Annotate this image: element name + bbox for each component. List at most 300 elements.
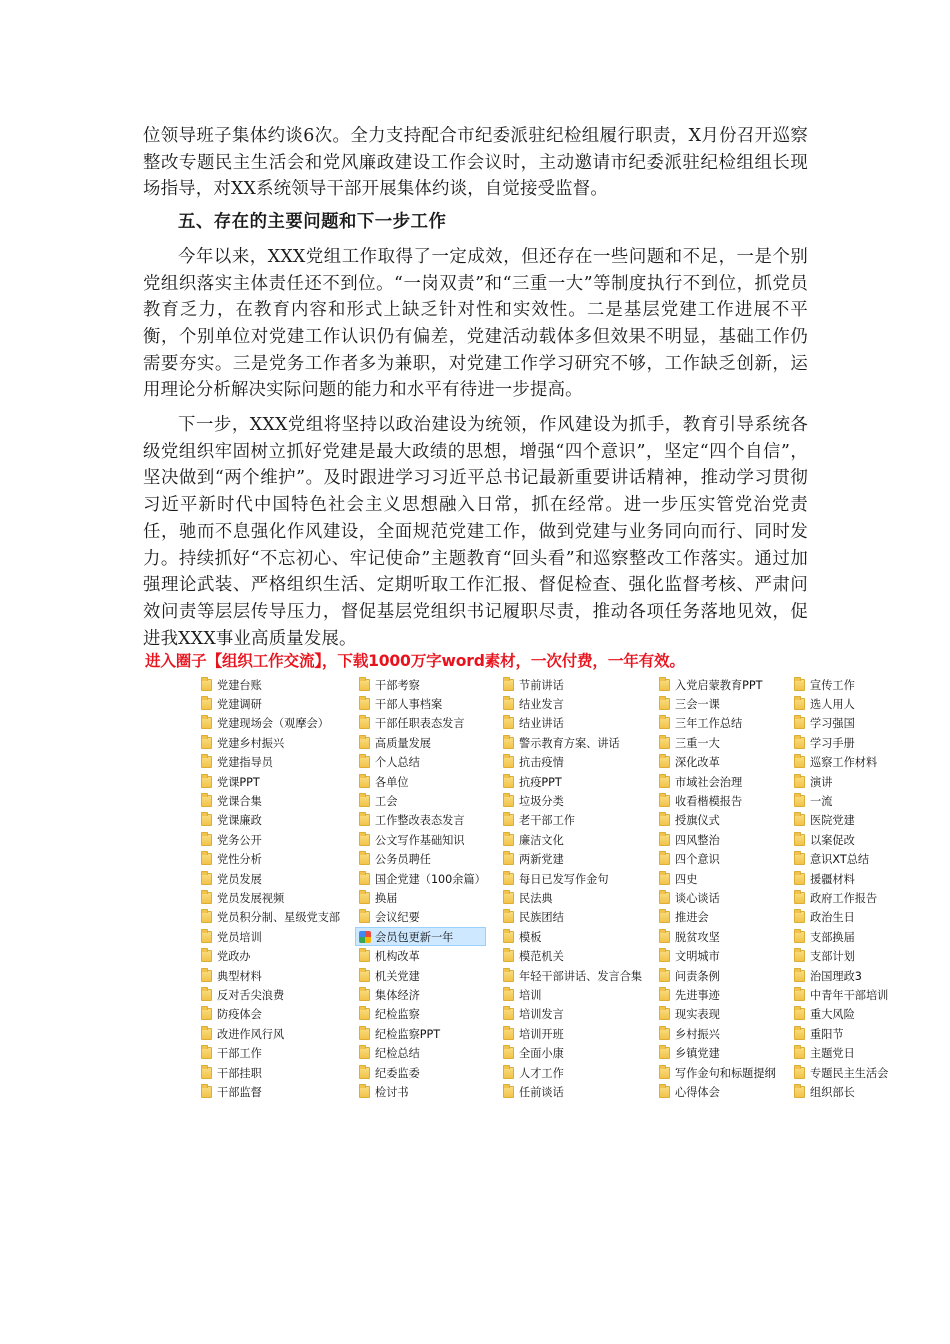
folder-icon <box>659 853 670 865</box>
folder-label: 政治生日 <box>810 911 855 925</box>
folder-item[interactable] <box>201 830 340 849</box>
folder-label: 授旗仪式 <box>675 814 720 828</box>
folder-icon <box>659 698 670 710</box>
folder-item[interactable] <box>201 675 340 694</box>
paragraph-problems: 今年以来，XXX党组工作取得了一定成效，但还存在一些问题和不足，一是个别党组织落实主体责任还不到位。“一岗双责”和“三重一大”等制度执行不到位，抓党员教育乏力，在教育内容和形式上缺乏针对性和实效性。二是基层党建工作进展不平衡，个别单位对党建工作认识仍有偏差，党建活动载体多但效果不明显，基础工作仍需要夯实。三是党务工作者多为兼职，对党建工作学习研究不够，工作缺乏创新，运用理论分析解决实际问题的能力和水平有待进一步提高。 <box>143 246 808 401</box>
folder-item[interactable] <box>359 675 486 694</box>
folder-icon <box>794 1047 805 1059</box>
folder-icon <box>659 873 670 885</box>
folder-label: 干部考察 <box>375 678 420 692</box>
folder-label: 一流 <box>810 795 833 809</box>
folder-icon <box>503 756 514 768</box>
folder-item[interactable] <box>359 714 486 733</box>
folder-item[interactable] <box>201 694 340 713</box>
folder-icon <box>201 931 212 943</box>
folder-column-4 <box>659 675 776 1102</box>
folder-label: 会员包更新一年 <box>375 930 454 944</box>
folder-item[interactable] <box>359 888 486 907</box>
folder-label: 结业讲话 <box>519 717 564 731</box>
folder-item[interactable] <box>201 908 340 927</box>
folder-icon <box>794 1067 805 1079</box>
folder-item[interactable] <box>201 1063 340 1082</box>
folder-item[interactable] <box>503 927 642 946</box>
folder-item[interactable] <box>201 869 340 888</box>
folder-label: 节前讲话 <box>519 678 564 692</box>
folder-icon <box>201 950 212 962</box>
folder-label: 治国理政3 <box>810 969 862 983</box>
folder-label: 机关党建 <box>375 969 420 983</box>
folder-icon <box>359 1067 370 1079</box>
folder-icon <box>659 717 670 729</box>
folder-icon <box>201 679 212 691</box>
folder-item[interactable] <box>794 811 888 830</box>
folder-label: 干部工作 <box>217 1047 262 1061</box>
folder-column-3 <box>503 675 642 1102</box>
folder-icon <box>201 1086 212 1098</box>
folder-item[interactable] <box>359 1063 486 1082</box>
folder-item[interactable] <box>659 888 776 907</box>
folder-icon <box>659 1047 670 1059</box>
folder-item[interactable] <box>659 830 776 849</box>
folder-label: 乡镇党建 <box>675 1047 720 1061</box>
folder-label: 干部人事档案 <box>375 698 443 712</box>
folder-icon <box>503 1008 514 1020</box>
folder-icon <box>359 776 370 788</box>
folder-label: 问责条例 <box>675 969 720 983</box>
folder-item[interactable] <box>503 869 642 888</box>
folder-item[interactable] <box>659 811 776 830</box>
folder-label: 警示教育方案、讲话 <box>519 736 620 750</box>
folder-label: 乡村振兴 <box>675 1027 720 1041</box>
folder-label: 纪检监察 <box>375 1008 420 1022</box>
folder-item[interactable] <box>359 966 486 985</box>
folder-item[interactable] <box>503 694 642 713</box>
folder-label: 现实表现 <box>675 1008 720 1022</box>
folder-label: 重大风险 <box>810 1008 855 1022</box>
folder-icon <box>201 834 212 846</box>
folder-item[interactable] <box>359 753 486 772</box>
folder-label: 培训开班 <box>519 1027 564 1041</box>
folder-item[interactable] <box>201 1024 340 1043</box>
folder-item[interactable] <box>794 772 888 791</box>
folder-item[interactable] <box>659 908 776 927</box>
folder-label: 工作整改表态发言 <box>375 814 465 828</box>
folder-icon <box>503 776 514 788</box>
folder-label: 支部换届 <box>810 930 855 944</box>
app-icon <box>359 931 371 943</box>
folder-item[interactable] <box>794 888 888 907</box>
folder-label: 抗疫PPT <box>519 775 562 789</box>
folder-item[interactable] <box>794 830 888 849</box>
folder-label: 党建台账 <box>217 678 262 692</box>
folder-icon <box>794 911 805 923</box>
folder-icon <box>659 756 670 768</box>
folder-label: 党课廉政 <box>217 814 262 828</box>
folder-item[interactable] <box>659 1063 776 1082</box>
paragraph-continuation: 位领导班子集体约谈6次。全力支持配合市纪委派驻纪检组履行职责，X月份召开巡察整改专题民主生活会和党风廉政建设工作会议时，主动邀请市纪委派驻纪检组组长现场指导，对XX系统领导干部开展集体约谈，自觉接受监督。 <box>143 126 808 200</box>
folder-icon <box>503 931 514 943</box>
folder-item[interactable] <box>794 1005 888 1024</box>
folder-label: 干部任职表态发言 <box>375 717 465 731</box>
folder-label: 工会 <box>375 795 398 809</box>
folder-label: 支部计划 <box>810 950 855 964</box>
folder-icon <box>503 853 514 865</box>
folder-label: 纪委监委 <box>375 1066 420 1080</box>
folder-item[interactable] <box>659 733 776 752</box>
folder-icon <box>794 814 805 826</box>
folder-label: 重阳节 <box>810 1027 844 1041</box>
folder-label: 党建调研 <box>217 698 262 712</box>
folder-item[interactable] <box>359 733 486 752</box>
folder-icon <box>359 1028 370 1040</box>
folder-item[interactable] <box>359 1005 486 1024</box>
folder-item[interactable] <box>794 733 888 752</box>
folder-item[interactable] <box>659 1043 776 1062</box>
folder-item[interactable] <box>659 946 776 965</box>
folder-label: 中青年干部培训 <box>810 988 889 1002</box>
folder-icon <box>659 795 670 807</box>
folder-item[interactable] <box>659 1005 776 1024</box>
folder-icon <box>359 989 370 1001</box>
folder-item[interactable] <box>359 772 486 791</box>
folder-item[interactable] <box>359 1043 486 1062</box>
folder-item[interactable] <box>794 869 888 888</box>
folder-label: 政府工作报告 <box>810 891 878 905</box>
folder-item[interactable] <box>201 1005 340 1024</box>
folder-label: 防疫体会 <box>217 1008 262 1022</box>
folder-icon <box>659 1008 670 1020</box>
folder-label: 民族团结 <box>519 911 564 925</box>
folder-label: 党务公开 <box>217 833 262 847</box>
folder-label: 四史 <box>675 872 698 886</box>
folder-icon <box>794 737 805 749</box>
folder-label: 党员培训 <box>217 930 262 944</box>
folder-label: 文明城市 <box>675 950 720 964</box>
folder-label: 任前谈话 <box>519 1085 564 1099</box>
folder-item[interactable] <box>794 694 888 713</box>
folder-item[interactable] <box>201 772 340 791</box>
folder-icon <box>659 970 670 982</box>
folder-item[interactable] <box>659 772 776 791</box>
folder-item[interactable] <box>794 714 888 733</box>
folder-item[interactable] <box>794 908 888 927</box>
folder-item[interactable] <box>794 1043 888 1062</box>
folder-item[interactable] <box>359 791 486 810</box>
folder-icon <box>659 931 670 943</box>
folder-label: 换届 <box>375 891 398 905</box>
folder-item[interactable] <box>794 1063 888 1082</box>
folder-icon <box>503 737 514 749</box>
folder-label: 个人总结 <box>375 756 420 770</box>
folder-icon <box>794 970 805 982</box>
folder-item[interactable] <box>201 733 340 752</box>
folder-label: 意识XT总结 <box>810 853 870 867</box>
folder-label: 改进作风行风 <box>217 1027 285 1041</box>
folder-item[interactable] <box>355 927 486 946</box>
folder-item[interactable] <box>659 1024 776 1043</box>
folder-icon <box>794 1008 805 1020</box>
folder-item[interactable] <box>503 1063 642 1082</box>
folder-icon <box>503 717 514 729</box>
folder-label: 巡察工作材料 <box>810 756 878 770</box>
folder-item[interactable] <box>503 1005 642 1024</box>
folder-label: 入党启蒙教育PPT <box>675 678 763 692</box>
folder-icon <box>201 1028 212 1040</box>
section-heading: 五、存在的主要问题和下一步工作 <box>178 212 447 233</box>
folder-item[interactable] <box>359 1082 486 1101</box>
folder-label: 干部挂职 <box>217 1066 262 1080</box>
folder-icon <box>794 989 805 1001</box>
folder-item[interactable] <box>659 966 776 985</box>
folder-icon <box>503 1067 514 1079</box>
folder-item[interactable] <box>201 966 340 985</box>
folder-item[interactable] <box>794 753 888 772</box>
folder-label: 组织部长 <box>810 1085 855 1099</box>
folder-item[interactable] <box>503 850 642 869</box>
folder-icon <box>359 1008 370 1020</box>
folder-label: 党课合集 <box>217 795 262 809</box>
folder-item[interactable] <box>359 946 486 965</box>
folder-icon <box>503 679 514 691</box>
folder-label: 纪检总结 <box>375 1047 420 1061</box>
folder-item[interactable] <box>659 791 776 810</box>
folder-icon <box>659 911 670 923</box>
folder-item[interactable] <box>503 733 642 752</box>
folder-icon <box>503 989 514 1001</box>
folder-label: 谈心谈话 <box>675 891 720 905</box>
folder-item[interactable] <box>201 927 340 946</box>
folder-icon <box>794 950 805 962</box>
folder-icon <box>201 970 212 982</box>
folder-label: 收看楷模报告 <box>675 795 743 809</box>
folder-item[interactable] <box>503 908 642 927</box>
folder-label: 国企党建（100余篇） <box>375 872 486 886</box>
folder-icon <box>503 1028 514 1040</box>
folder-icon <box>503 1086 514 1098</box>
folder-icon <box>659 1067 670 1079</box>
folder-icon <box>359 911 370 923</box>
folder-item[interactable] <box>794 985 888 1004</box>
folder-icon <box>794 717 805 729</box>
folder-label: 学习强国 <box>810 717 855 731</box>
folder-item[interactable] <box>659 927 776 946</box>
folder-label: 会议纪要 <box>375 911 420 925</box>
folder-label: 两新党建 <box>519 853 564 867</box>
folder-label: 四风整治 <box>675 833 720 847</box>
folder-icon <box>503 1047 514 1059</box>
folder-item[interactable] <box>201 811 340 830</box>
folder-label: 选人用人 <box>810 698 855 712</box>
folder-icon <box>201 795 212 807</box>
folder-item[interactable] <box>359 985 486 1004</box>
folder-label: 人才工作 <box>519 1066 564 1080</box>
folder-icon <box>359 679 370 691</box>
folder-icon <box>201 853 212 865</box>
folder-item[interactable] <box>503 753 642 772</box>
folder-item[interactable] <box>503 772 642 791</box>
folder-label: 干部监督 <box>217 1085 262 1099</box>
folder-item[interactable] <box>201 714 340 733</box>
folder-item[interactable] <box>503 714 642 733</box>
folder-label: 各单位 <box>375 775 409 789</box>
folder-item[interactable] <box>359 850 486 869</box>
folder-icon <box>359 892 370 904</box>
folder-item[interactable] <box>359 830 486 849</box>
folder-item[interactable] <box>503 966 642 985</box>
folder-item[interactable] <box>201 946 340 965</box>
folder-icon <box>201 756 212 768</box>
folder-item[interactable] <box>359 811 486 830</box>
folder-item[interactable] <box>659 850 776 869</box>
folder-icon <box>659 950 670 962</box>
folder-icon <box>794 1028 805 1040</box>
folder-label: 典型材料 <box>217 969 262 983</box>
folder-label: 抗击疫情 <box>519 756 564 770</box>
folder-label: 医院党建 <box>810 814 855 828</box>
folder-icon <box>201 873 212 885</box>
folder-icon <box>359 795 370 807</box>
folder-label: 模板 <box>519 930 542 944</box>
folder-label: 三重一大 <box>675 736 720 750</box>
folder-label: 学习手册 <box>810 736 855 750</box>
folder-label: 年轻干部讲话、发言合集 <box>519 969 643 983</box>
folder-label: 心得体会 <box>675 1085 720 1099</box>
folder-item[interactable] <box>201 888 340 907</box>
folder-icon <box>794 873 805 885</box>
folder-icon <box>359 737 370 749</box>
folder-icon <box>359 1086 370 1098</box>
folder-item[interactable] <box>359 869 486 888</box>
folder-icon <box>201 1008 212 1020</box>
folder-item[interactable] <box>794 927 888 946</box>
folder-label: 公文写作基础知识 <box>375 833 465 847</box>
folder-label: 模范机关 <box>519 950 564 964</box>
folder-icon <box>659 737 670 749</box>
folder-item[interactable] <box>503 1024 642 1043</box>
folder-icon <box>794 756 805 768</box>
folder-icon <box>794 931 805 943</box>
folder-icon <box>359 814 370 826</box>
folder-icon <box>201 892 212 904</box>
folder-item[interactable] <box>503 1043 642 1062</box>
folder-item[interactable] <box>659 675 776 694</box>
folder-icon <box>794 698 805 710</box>
folder-icon <box>794 834 805 846</box>
folder-icon <box>359 698 370 710</box>
folder-icon <box>201 717 212 729</box>
folder-label: 党建乡村振兴 <box>217 736 285 750</box>
folder-item[interactable] <box>503 1082 642 1101</box>
folder-icon <box>503 814 514 826</box>
folder-column-1 <box>201 675 340 1102</box>
folder-icon <box>503 970 514 982</box>
folder-item[interactable] <box>659 753 776 772</box>
folder-item[interactable] <box>503 791 642 810</box>
folder-item[interactable] <box>794 1024 888 1043</box>
folder-item[interactable] <box>794 946 888 965</box>
folder-item[interactable] <box>659 714 776 733</box>
folder-icon <box>503 834 514 846</box>
folder-icon <box>659 814 670 826</box>
folder-item[interactable] <box>201 1082 340 1101</box>
folder-item[interactable] <box>359 694 486 713</box>
folder-item[interactable] <box>359 908 486 927</box>
folder-item[interactable] <box>659 1082 776 1101</box>
folder-icon <box>794 776 805 788</box>
folder-icon <box>659 834 670 846</box>
folder-label: 廉洁文化 <box>519 833 564 847</box>
folder-column-5 <box>794 675 888 1102</box>
folder-item[interactable] <box>794 1082 888 1101</box>
folder-icon <box>659 776 670 788</box>
folder-label: 三会一课 <box>675 698 720 712</box>
folder-icon <box>359 853 370 865</box>
folder-item[interactable] <box>794 675 888 694</box>
folder-icon <box>794 795 805 807</box>
folder-label: 宣传工作 <box>810 678 855 692</box>
folder-item[interactable] <box>201 753 340 772</box>
folder-icon <box>503 911 514 923</box>
folder-item[interactable] <box>503 830 642 849</box>
folder-item[interactable] <box>659 869 776 888</box>
folder-icon <box>359 970 370 982</box>
promo-banner: 进入圈子【组织工作交流】，下载1000万字word素材，一次付费，一年有效。 <box>145 652 685 670</box>
folder-icon <box>503 950 514 962</box>
folder-item[interactable] <box>503 675 642 694</box>
folder-label: 市域社会治理 <box>675 775 743 789</box>
folder-icon <box>503 795 514 807</box>
document-body <box>143 123 808 652</box>
folder-label: 深化改革 <box>675 756 720 770</box>
folder-icon <box>201 776 212 788</box>
folder-item[interactable] <box>503 946 642 965</box>
folder-item[interactable] <box>794 791 888 810</box>
folder-icon <box>201 1047 212 1059</box>
folder-item[interactable] <box>794 850 888 869</box>
folder-icon <box>201 1067 212 1079</box>
folder-label: 培训 <box>519 988 542 1002</box>
folder-item[interactable] <box>201 850 340 869</box>
folder-label: 全面小康 <box>519 1047 564 1061</box>
folder-item[interactable] <box>201 791 340 810</box>
folder-item[interactable] <box>359 1024 486 1043</box>
folder-item[interactable] <box>503 888 642 907</box>
folder-item[interactable] <box>503 811 642 830</box>
folder-icon <box>794 853 805 865</box>
folder-label: 演讲 <box>810 775 833 789</box>
folder-icon <box>659 1086 670 1098</box>
folder-item[interactable] <box>659 985 776 1004</box>
folder-item[interactable] <box>794 966 888 985</box>
folder-label: 纪检监察PPT <box>375 1027 441 1041</box>
folder-label: 援疆材料 <box>810 872 855 886</box>
folder-column-2 <box>359 675 486 1102</box>
folder-item[interactable] <box>201 985 340 1004</box>
folder-label: 党课PPT <box>217 775 260 789</box>
folder-label: 党员发展 <box>217 872 262 886</box>
folder-icon <box>359 717 370 729</box>
folder-item[interactable] <box>659 694 776 713</box>
folder-label: 每日已发写作金句 <box>519 872 609 886</box>
folder-icon <box>201 814 212 826</box>
folder-label: 党建现场会（观摩会） <box>217 717 329 731</box>
folder-label: 结业发言 <box>519 698 564 712</box>
folder-icon <box>359 756 370 768</box>
folder-item[interactable] <box>503 985 642 1004</box>
folder-label: 以案促改 <box>810 833 855 847</box>
folder-item[interactable] <box>201 1043 340 1062</box>
folder-label: 机构改革 <box>375 950 420 964</box>
